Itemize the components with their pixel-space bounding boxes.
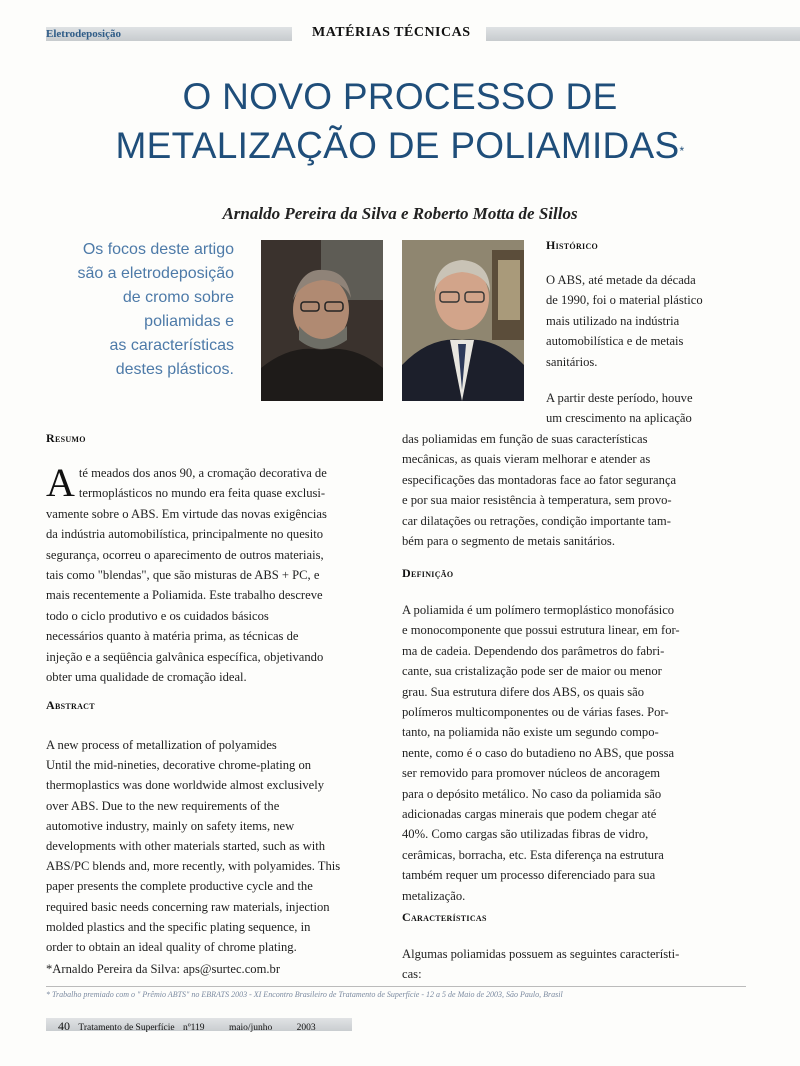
definicao-line: cante, sua cristalização pode ser de maior ou menor [402, 664, 662, 679]
definicao-line: ser removido para promover núcleos de ancoragem [402, 766, 661, 781]
definicao-heading: Definição [402, 566, 454, 580]
historico-p1 [546, 270, 741, 372]
title-footnote-mark: * [679, 144, 685, 158]
award-footnote: * Trabalho premiado com o " Prêmio ABTS" no EBRATS 2003 - XI Encontro Brasileiro de Tratamento de Superfície - 12 a 5 de Maio de 2003, São Paulo, Brasil [46, 990, 563, 999]
definicao-line: nente, como é o caso do butadieno no ABS, que possa [402, 745, 675, 760]
resumo-line: da indústria automobilística, principalmente no quesito [46, 527, 324, 542]
title-line-2: METALIZAÇÃO DE POLIAMIDAS* [115, 125, 685, 166]
resumo-line: té meados dos anos 90, a cromação decorativa de [78, 466, 327, 480]
definicao-line: ma de cadeia. Dependendo dos parâmetros do fabri- [402, 643, 665, 658]
abstract-line: molded plastics and the specific plating sequence, in [46, 919, 311, 934]
historico-line: um crescimento na aplicação [546, 411, 692, 426]
historico-line: especificações das montadoras face ao fator segurança [402, 472, 677, 487]
historico-p2-short [546, 388, 741, 429]
issue-months: maio/junho [228, 1023, 273, 1033]
abstract-line: required basic needs concerning raw materials, injection [46, 899, 330, 914]
pull-quote [46, 238, 234, 382]
article-title [0, 72, 800, 170]
resumo-line: segurança, ocorreu o aparecimento de outros materiais, [46, 547, 324, 562]
resumo-body [46, 460, 385, 687]
definicao-line: adicionadas cargas minerais que podem chegar até [402, 807, 657, 822]
historico-line: O ABS, até metade da década [546, 273, 696, 287]
abstract-line: over ABS. Due to the new requirements of the [46, 798, 280, 813]
historico-line: sanitários. [546, 354, 598, 369]
historico-line: mais utilizado na indústria [546, 313, 680, 328]
pull-quote-line: as características [109, 337, 234, 354]
journal-name: Tratamento de Superfície [78, 1023, 175, 1033]
author-photo-arnaldo [261, 240, 383, 401]
title-line-1: O NOVO PROCESSO DE [182, 76, 618, 117]
issue-year: 2003 [296, 1023, 316, 1033]
historico-line: de 1990, foi o material plástico [546, 293, 703, 308]
historico-p2 [402, 429, 741, 551]
historico-line: automobilística e de metais [546, 334, 684, 349]
definicao-line: grau. Sua estrutura difere dos ABS, os quais são [402, 684, 645, 699]
resumo-line: tais como "blendas", que são misturas de ABS + PC, e [46, 568, 320, 583]
abstract-line: paper presents the complete productive cycle and the [46, 879, 313, 894]
caracteristicas-body [402, 944, 741, 985]
abstract-line: automotive industry, mainly on safety items, new [46, 818, 295, 833]
definicao-line: também requer um processo diferenciado para sua [402, 868, 656, 883]
historico-line: das poliamidas em função de suas características [402, 432, 648, 446]
caracteristicas-line: Algumas poliamidas possuem as seguintes característi- [402, 947, 680, 961]
historico-line: e por sua maior resistência à temperatura, sem provo- [402, 493, 672, 508]
definicao-line: para o depósito metálico. No caso da poliamida são [402, 786, 662, 801]
header-bar-right [486, 27, 800, 41]
abstract-line: Until the mid-nineties, decorative chrome-plating on [46, 758, 312, 773]
resumo-line: necessários quanto à matéria prima, as técnicas de [46, 629, 299, 644]
historico-line: A partir deste período, houve [546, 391, 693, 405]
resumo-line: todo o ciclo produtivo e os cuidados básicos [46, 608, 269, 623]
historico-line: car dilatações ou retrações, condição importante tam- [402, 513, 671, 528]
pull-quote-line: são a eletrodeposição [77, 265, 234, 282]
pull-quote-line: poliamidas e [144, 313, 234, 330]
footer [58, 1019, 316, 1034]
historico-heading: Histórico [546, 238, 599, 252]
issue-number: nº119 [182, 1023, 205, 1033]
definicao-line: 40%. Como cargas são utilizadas fibras de vidro, [402, 827, 649, 842]
definicao-line: metalização. [402, 888, 466, 903]
definicao-line: polímeros multicomponentes ou de várias fases. Por- [402, 705, 669, 720]
definicao-body [402, 600, 741, 906]
author-email-note: *Arnaldo Pereira da Silva: aps@surtec.com.br [46, 962, 281, 976]
caracteristicas-heading: Características [402, 910, 487, 924]
resumo-heading: Resumo [46, 431, 86, 445]
abstract-line: developments with other materials started, such as with [46, 839, 326, 854]
section-title: MATÉRIAS TÉCNICAS [312, 25, 471, 40]
abstract-body [46, 735, 385, 957]
definicao-line: tanto, na poliamida não existe um segundo compo- [402, 725, 659, 740]
definicao-line: A poliamida é um polímero termoplástico monofásico [402, 603, 675, 617]
resumo-line: injeção e a seqüência galvânica específica, objetivando [46, 649, 324, 664]
abstract-line: thermoplastics was done worldwide almost exclusively [46, 778, 325, 793]
definicao-line: e monocomponente que possui estrutura linear, em for- [402, 623, 680, 638]
caracteristicas-line: cas: [402, 967, 422, 982]
pull-quote-line: de cromo sobre [122, 289, 234, 306]
abstract-line: A new process of metallization of polyamides [46, 738, 277, 752]
pull-quote-line: Os focos deste artigo [82, 241, 234, 258]
footnote-rule [46, 986, 746, 987]
resumo-line: termoplásticos no mundo era feita quase exclusi- [78, 486, 326, 501]
definicao-line: cerâmicas, borracha, etc. Esta diferença na estrutura [402, 847, 664, 862]
dropcap: A [46, 460, 75, 505]
authors: Arnaldo Pereira da Silva e Roberto Motta de Sillos [222, 204, 578, 223]
abstract-line: order to obtain an ideal quality of chrome plating. [46, 940, 297, 955]
section-tag: Eletrodeposição [46, 28, 121, 40]
abstract-heading: Abstract [46, 698, 95, 712]
page-number: 40 [58, 1019, 70, 1033]
abstract-line: ABS/PC blends and, more recently, with polyamides. This [46, 859, 341, 874]
author-photo-roberto [402, 240, 524, 401]
resumo-line: obter uma qualidade de cromação ideal. [46, 670, 247, 685]
historico-line: mecânicas, as quais vieram melhorar e atender as [402, 452, 651, 467]
resumo-line: vamente sobre o ABS. Em virtude das novas exigências [46, 506, 327, 521]
resumo-line: mais recentemente a Poliamida. Este trabalho descreve [46, 588, 323, 603]
pull-quote-line: destes plásticos. [115, 361, 234, 378]
historico-line: bém para o segmento de metais sanitários. [402, 534, 615, 549]
